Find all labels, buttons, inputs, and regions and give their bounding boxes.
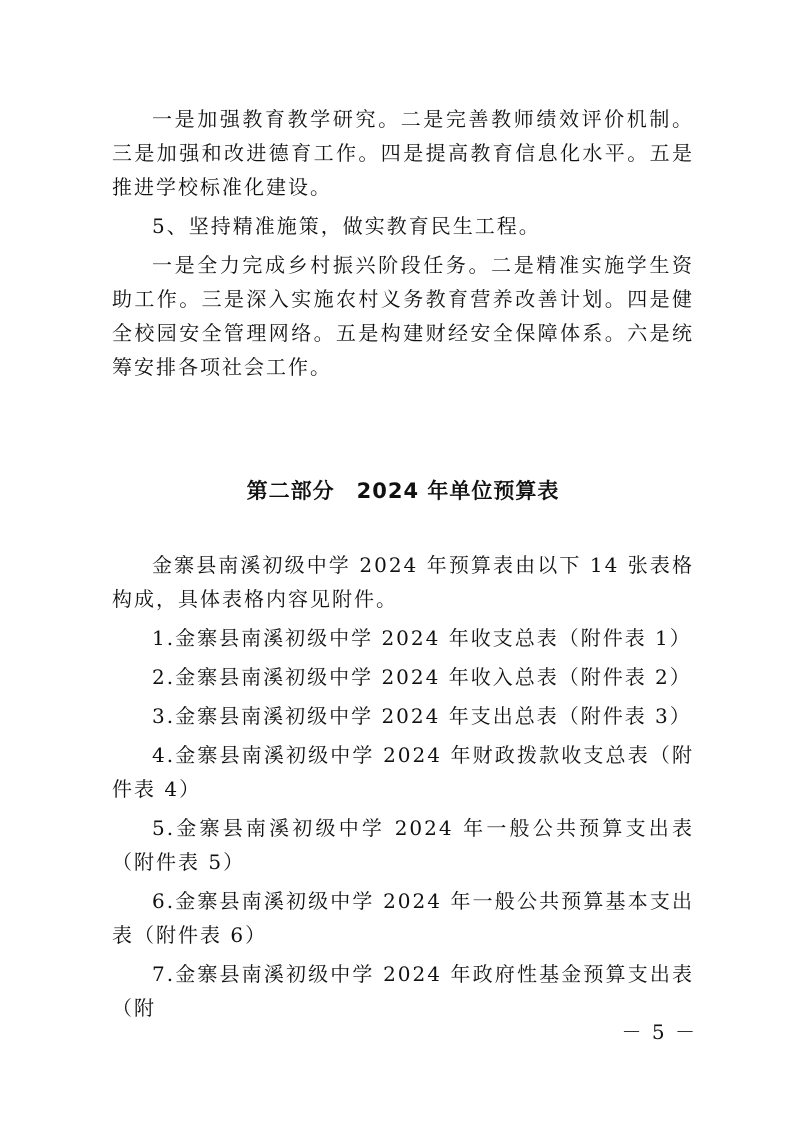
list-item: 4.金寨县南溪初级中学 2024 年财政拨款收支总表（附件表 4）: [112, 743, 694, 801]
list-item: 1.金寨县南溪初级中学 2024 年收支总表（附件表 1）: [152, 626, 692, 650]
intro-paragraph: 金寨县南溪初级中学 2024 年预算表由以下 14 张表格构成，具体表格内容见附件。: [112, 553, 694, 611]
list-item: 7.金寨县南溪初级中学 2024 年政府性基金预算支出表（附: [112, 962, 694, 1020]
list-item: 3.金寨县南溪初级中学 2024 年支出总表（附件表 3）: [152, 704, 692, 728]
list-item: 2.金寨县南溪初级中学 2024 年收入总表（附件表 2）: [152, 665, 692, 689]
section-title: 第二部分 2024 年单位预算表: [246, 479, 560, 503]
paragraph-heading-5: 5、坚持精准施策，做实教育民生工程。: [152, 214, 541, 238]
section1-body: [112, 102, 694, 389]
list-item: 6.金寨县南溪初级中学 2024 年一般公共预算基本支出表（附件表 6）: [112, 889, 694, 947]
section2-body: [112, 548, 694, 1030]
paragraph-education-measures: 一是加强教育教学研究。二是完善教师绩效评价机制。三是加强和改进德育工作。四是提高教育信息化水平。五是推进学校标准化建设。: [112, 107, 694, 199]
page-number: － 5 －: [621, 1020, 697, 1044]
paragraph-livelihood-measures: 一是全力完成乡村振兴阶段任务。二是精准实施学生资助工作。三是深入实施农村义务教育营养改善计划。四是健全校园安全管理网络。五是构建财经安全保障体系。六是统筹安排各项社会工作。: [112, 253, 694, 379]
list-item: 5.金寨县南溪初级中学 2024 年一般公共预算支出表（附件表 5）: [112, 816, 694, 874]
